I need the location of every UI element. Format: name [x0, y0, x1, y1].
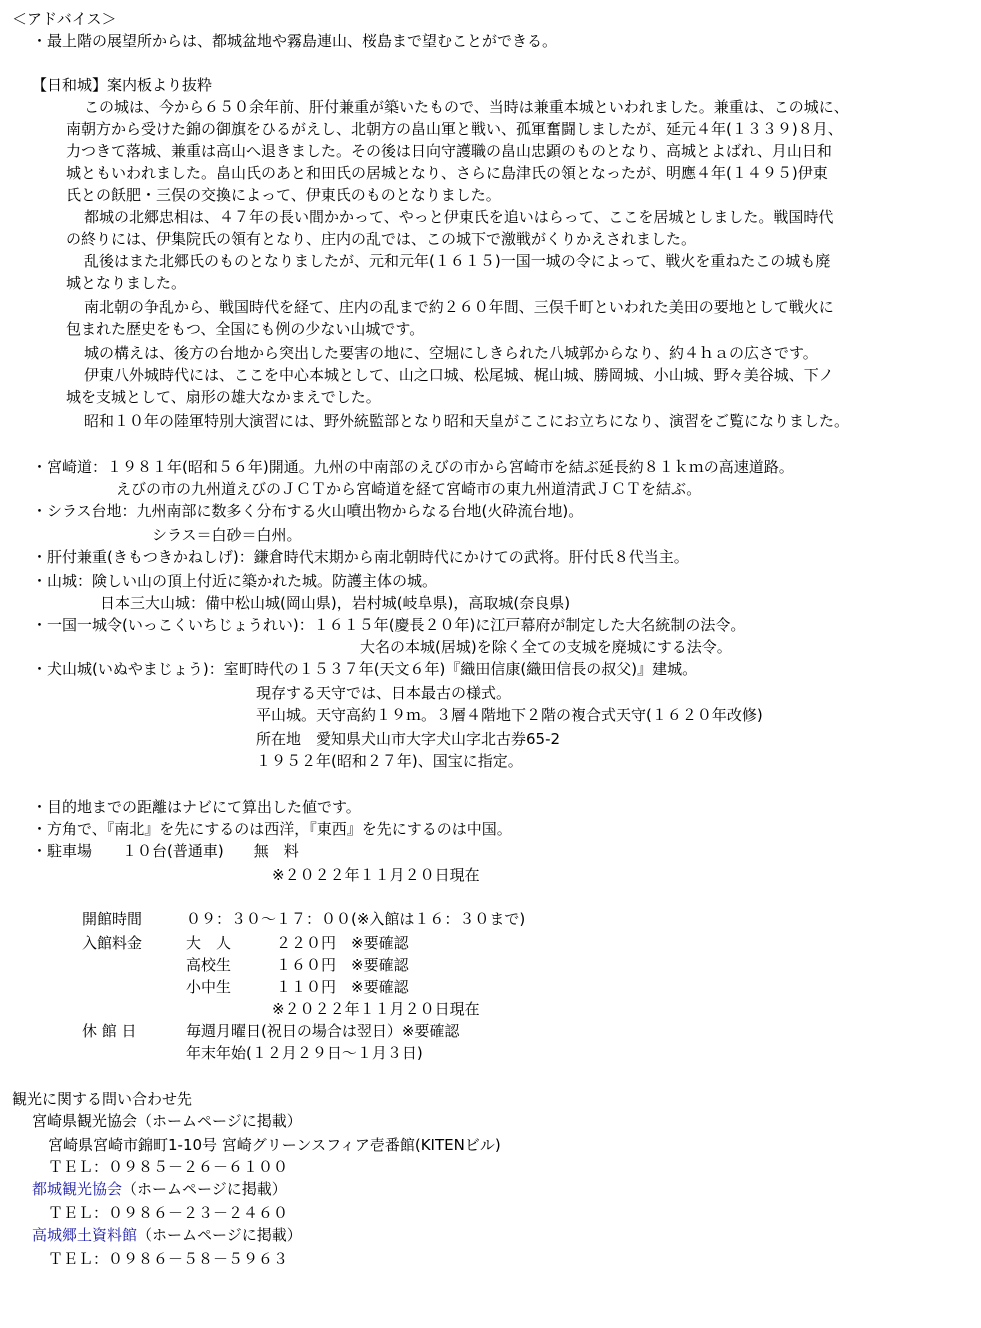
note-shirasu: ・シラス台地：九州南部に数多く分布する火山噴出物からなる台地(火砕流台地)。 [32, 502, 584, 520]
takajo-link[interactable]: 高城郷土資料館 [32, 1226, 138, 1244]
castle-line-13: 伊東八外城時代には、ここを中心本城として、山之口城、松尾城、梶山城、勝岡城、小山城、野々美谷城、下ノ [84, 366, 834, 384]
info-parking: ・駐車場 １０台(普通車) 無 料 [32, 842, 299, 860]
castle-line-8: 乱後はまた北郷氏のものとなりましたが、元和元年(１６１５)一国一城の令によって、戦火を重ねたこの城も廃 [84, 252, 831, 270]
contact-miyakonojo [32, 1178, 287, 1200]
note-inuyama: ・犬山城(いぬやまじょう)：室町時代の１５３７年(天文６年)『織田信康(織田信長の叔父)』建城。 [32, 660, 698, 678]
fee-label: 入館料金 [82, 934, 143, 952]
contact-miyakonojo-tel: ＴＥＬ：０９８６－２３－２４６０ [48, 1204, 289, 1222]
info-parking-date: ※２０２２年１１月２０日現在 [272, 866, 480, 884]
contact-miyazaki-name: 宮崎県観光協会 [32, 1112, 138, 1130]
castle-line-2: 南朝方から受けた錦の御旗をひるがえし、北朝方の畠山軍と戦い、孤軍奮闘しましたが、延元４年(１３３９)８月、 [66, 120, 843, 138]
open-hours-label: 開館時間 [82, 910, 143, 928]
closed-new-year: 年末年始(１２月２９日～１月３日) [186, 1044, 423, 1062]
castle-line-11: 包まれた歴史をもつ、全国にも例の少ない山城です。 [66, 320, 425, 338]
fee-date: ※２０２２年１１月２０日現在 [272, 1000, 480, 1018]
castle-line-6: 都城の北郷忠相は、４７年の長い間かかって、やっと伊東氏を追いはらって、ここを居城としました。戦国時代 [84, 208, 834, 226]
contact-takajo-note: （ホームページに掲載） [137, 1226, 302, 1244]
miyakonojo-link[interactable]: 都城観光協会 [32, 1180, 123, 1198]
advice-heading: ＜アドバイス＞ [12, 10, 117, 28]
contact-miyakonojo-note: （ホームページに掲載） [122, 1180, 287, 1198]
contact-miyazaki-address: 宮崎県宮崎市錦町1-10号 宮崎グリーンスフィア壱番館(KITENビル) [48, 1136, 501, 1154]
note-shirasu-2: シラス＝白砂＝白州。 [152, 526, 302, 544]
contact-miyazaki-tel: ＴＥＬ：０９８５－２６－６１００ [48, 1158, 289, 1176]
note-kimotsuki: ・肝付兼重(きもつきかねしげ)：鎌倉時代末期から南北朝時代にかけての武将。肝付氏８代当主。 [32, 548, 689, 566]
info-distance: ・目的地までの距離はナビにて算出した値です。 [32, 798, 361, 816]
note-yamajiro-2: 日本三大山城：備中松山城(岡山県)，岩村城(岐阜県)，高取城(奈良県) [100, 594, 571, 612]
castle-line-9: 城となりました。 [66, 274, 187, 292]
note-ikkoku: ・一国一城令(いっこくいちじょうれい)：１６１５年(慶長２０年)に江戸幕府が制定した大名統制の法令。 [32, 616, 746, 634]
info-direction: ・方角で、『南北』を先にするのは西洋，『東西』を先にするのは中国。 [32, 820, 512, 838]
castle-line-15: 昭和１０年の陸軍特別大演習には、野外統監部となり昭和天皇がここにお立ちになり、演習をご覧になりました。 [84, 412, 850, 430]
note-inuyama-4: 所在地 愛知県犬山市大字犬山字北古券65-2 [256, 730, 561, 748]
note-miyazaki-road: ・宮崎道：１９８１年(昭和５６年)開通。九州の中南部のえびの市から宮崎市を結ぶ延長約８１ｋｍの高速道路。 [32, 458, 794, 476]
contact-miyazaki [32, 1110, 302, 1132]
contact-miyazaki-note: （ホームページに掲載） [137, 1112, 302, 1130]
castle-line-3: 力つきて落城、兼重は高山へ退きました。その後は日向守護職の畠山忠顕のものとなり、高城とよばれ、月山日和 [66, 142, 832, 160]
fee-high-school: 高校生 １６０円 ※要確認 [186, 956, 409, 974]
note-inuyama-2: 現存する天守では、日本最古の様式。 [256, 684, 512, 702]
closed-label: 休 館 日 [82, 1022, 137, 1040]
note-miyazaki-road-2: えびの市の九州道えびのＪＣＴから宮崎道を経て宮崎市の東九州道清武ＪＣＴを結ぶ。 [116, 480, 702, 498]
open-hours-value: ０９：３０～１７：００(※入館は１６：３０まで) [186, 910, 526, 928]
contact-takajo-tel: ＴＥＬ：０９８６－５８－５９６３ [48, 1250, 289, 1268]
castle-line-12: 城の構えは、後方の台地から突出した要害の地に、空堀にしきられた八城郭からなり、約４ｈａの広さです。 [84, 344, 818, 362]
castle-line-14: 城を支城として、扇形の雄大なかまえでした。 [66, 388, 381, 406]
contacts-heading: 観光に関する問い合わせ先 [12, 1090, 193, 1108]
contact-takajo [32, 1224, 302, 1246]
fee-adult: 大 人 ２２０円 ※要確認 [186, 934, 409, 952]
castle-line-10: 南北朝の争乱から、戦国時代を経て、庄内の乱まで約２６０年間、三俣千町といわれた美田の要地として戦火に [84, 298, 834, 316]
note-inuyama-3: 平山城。天守高約１９ｍ。３層４階地下２階の複合式天守(１６２０年改修) [256, 706, 763, 724]
castle-line-1: この城は、今から６５０余年前、肝付兼重が築いたもので、当時は兼重本城といわれました。兼重は、この城に、 [84, 98, 849, 116]
castle-heading: 【日和城】案内板より抜粋 [32, 76, 213, 94]
castle-line-7: の終りには、伊集院氏の領有となり、庄内の乱では、この城下で激戦がくりかえされました。 [66, 230, 697, 248]
castle-line-5: 氏との飫肥・三俣の交換によって、伊東氏のものとなりました。 [66, 186, 501, 204]
note-ikkoku-2: 大名の本城(居城)を除く全ての支城を廃城にする法令。 [360, 638, 732, 656]
advice-item: ・最上階の展望所からは、都城盆地や霧島連山、桜島まで望むことができる。 [32, 32, 558, 50]
fee-child: 小中生 １１０円 ※要確認 [186, 978, 409, 996]
note-inuyama-5: １９５２年(昭和２７年)、国宝に指定。 [256, 752, 523, 770]
castle-line-4: 城ともいわれました。畠山氏のあと和田氏の居城となり、さらに島津氏の領となったが、明應４年(１４９５)伊東 [66, 164, 828, 182]
note-yamajiro: ・山城：険しい山の頂上付近に築かれた城。防護主体の城。 [32, 572, 438, 590]
closed-weekly: 毎週月曜日(祝日の場合は翌日）※要確認 [186, 1022, 460, 1040]
